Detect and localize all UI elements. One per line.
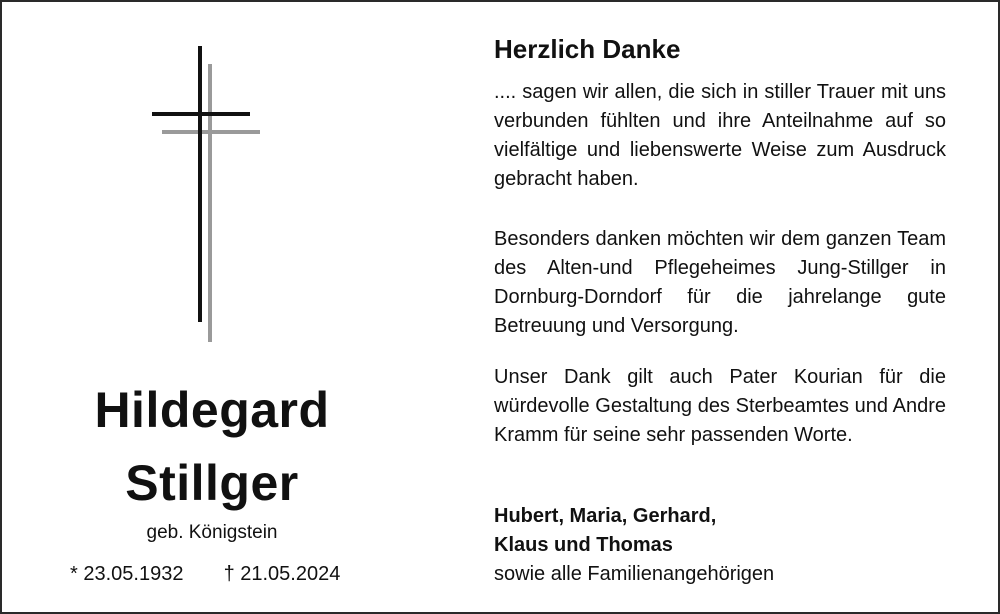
cross-icon	[2, 2, 422, 362]
cross-grey-horizontal	[162, 130, 260, 134]
cross-dark-horizontal	[152, 112, 250, 116]
birth-date: * 23.05.1932	[70, 563, 184, 585]
deceased-first-name: Hildegard	[94, 382, 330, 438]
thanks-panel	[494, 32, 946, 585]
thanks-paragraph-1: .... sagen wir allen, die sich in stiller Trauer mit uns verbunden fühlten und ihre Anteilnahme auf so vielfältige und liebenswerte Weise zum Ausdruck gebracht haben.	[494, 81, 946, 190]
cross-grey-vertical	[208, 64, 212, 342]
thanks-paragraph-3: Unser Dank gilt auch Pater Kourian für die würdevolle Gestaltung des Sterbeamtes und Andre Kramm für seine sehr passenden Worte.	[494, 366, 946, 446]
deceased-birth-name: geb. Königstein	[146, 522, 278, 543]
signature-block	[494, 502, 946, 589]
thanks-heading: Herzlich Danke	[494, 34, 681, 64]
signature-line-1: Hubert, Maria, Gerhard,	[494, 505, 717, 527]
cross-dark-vertical	[198, 46, 202, 322]
signature-line-3: sowie alle Familienangehörigen	[494, 563, 775, 585]
life-dates	[70, 561, 390, 587]
thanks-paragraph-2: Besonders danken möchten wir dem ganzen Team des Alten-und Pflegeheimes Jung-Stillger in Dornburg-Dorndorf für die jahrelange gute Betreuung und Versorgung.	[494, 228, 946, 337]
deceased-last-name: Stillger	[125, 455, 299, 511]
deceased-panel	[2, 2, 422, 612]
death-date: † 21.05.2024	[223, 563, 341, 585]
signature-line-2: Klaus und Thomas	[494, 534, 673, 556]
